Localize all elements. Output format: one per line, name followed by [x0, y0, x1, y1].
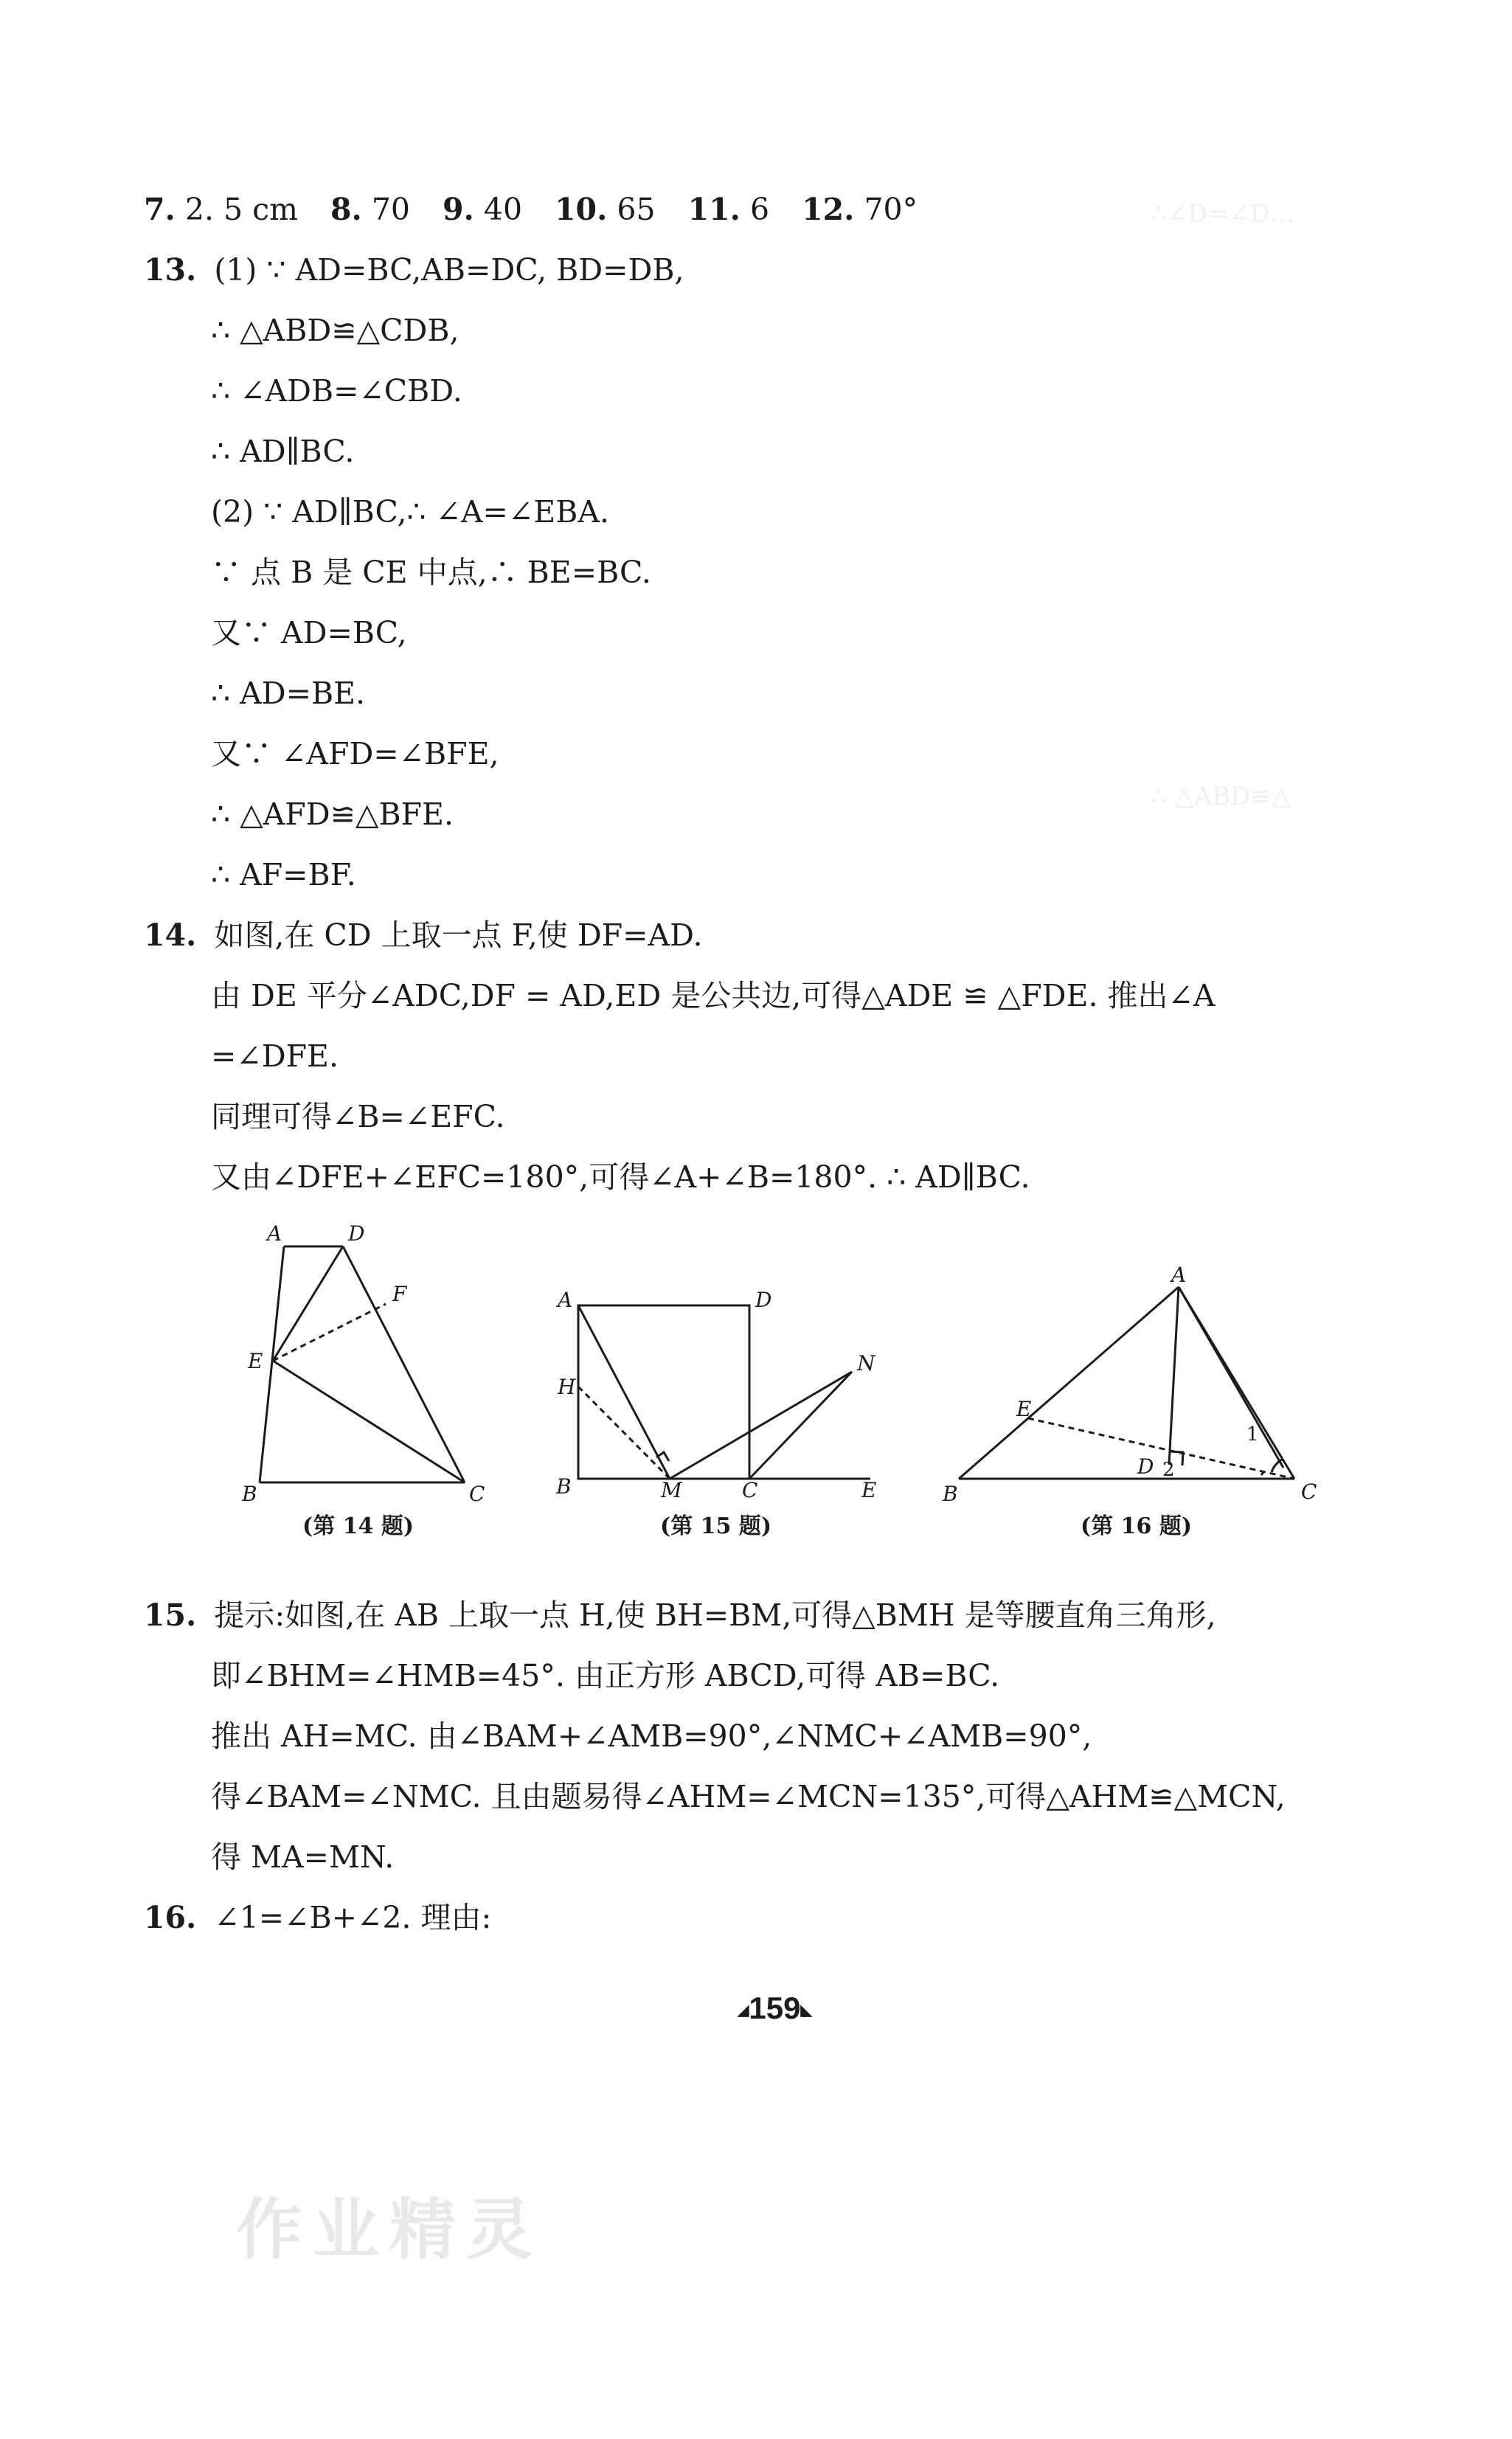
- q13-line-2: ∴ △ABD≌△CDB,: [211, 313, 460, 348]
- bleed-through-text: ∴ △ABD≌△: [1151, 782, 1291, 811]
- figure-16-caption: (第 16 题): [1081, 1513, 1193, 1539]
- answers-7-12: 7. 2. 5 cm 8. 70 9. 40 10. 65 11. 6 12. 70°: [144, 192, 918, 227]
- figure-16-diagram: [937, 1261, 1350, 1505]
- segment-ba: [959, 1287, 1179, 1479]
- figure-14-diagram: [221, 1210, 516, 1519]
- label-a: A: [558, 1288, 573, 1312]
- q15-line-4: 得∠BAM=∠NMC. 且由题易得∠AHM=∠MCN=135°,可得△AHM≌△MCN,: [211, 1779, 1286, 1814]
- label-c: C: [742, 1478, 758, 1502]
- figure-15-diagram: [546, 1283, 900, 1505]
- q13-line-1: 13. (1) ∵ AD=BC,AB=DC, BD=DB,: [144, 252, 684, 288]
- page-number: ◢159◣: [738, 1991, 812, 2025]
- q16-line-1: 16. ∠1=∠B+∠2. 理由:: [144, 1900, 492, 1935]
- segment-mn: [670, 1372, 852, 1479]
- label-a: A: [267, 1221, 282, 1246]
- segment-ed: [273, 1246, 343, 1361]
- figure-15: [546, 1283, 900, 1505]
- q13-line-6: ∵ 点 B 是 CE 中点,∴ BE=BC.: [211, 555, 651, 590]
- watermark: 作业精灵: [236, 2191, 543, 2269]
- label-h: H: [558, 1375, 576, 1399]
- label-a: A: [1171, 1263, 1187, 1287]
- q14-line-3: =∠DFE.: [211, 1038, 339, 1074]
- q14-line-5: 又由∠DFE+∠EFC=180°,可得∠A+∠B=180°. ∴ AD∥BC.: [211, 1159, 1030, 1195]
- bleed-through-text: ∴∠D=∠D…: [1151, 199, 1295, 229]
- figure-16: [937, 1261, 1350, 1505]
- label-d: D: [755, 1288, 772, 1312]
- figure-14: [221, 1210, 516, 1519]
- segment-ad: [1169, 1287, 1179, 1465]
- label-b: B: [242, 1482, 257, 1506]
- q13-line-4: ∴ AD∥BC.: [211, 434, 355, 469]
- q14-line-1: 14. 如图,在 CD 上取一点 F,使 DF=AD.: [144, 917, 703, 953]
- label-e: E: [248, 1349, 263, 1373]
- label-b: B: [943, 1482, 958, 1505]
- q13-line-9: 又∵ ∠AFD=∠BFE,: [211, 736, 499, 771]
- q13-line-7: 又∵ AD=BC,: [211, 615, 407, 650]
- label-d: D: [1137, 1454, 1154, 1479]
- segment-cn: [749, 1372, 852, 1479]
- segment-a-to-c-inner: [1179, 1287, 1283, 1468]
- right-angle-mark: [656, 1452, 669, 1461]
- label-angle-1: 1: [1246, 1423, 1259, 1446]
- q15-line-5: 得 MA=MN.: [211, 1839, 395, 1875]
- label-e: E: [1016, 1397, 1032, 1421]
- segment-ec: [273, 1361, 465, 1482]
- figure-15-caption: (第 15 题): [660, 1513, 772, 1539]
- angle-2-arc: [1261, 1472, 1263, 1475]
- segment-am: [578, 1305, 670, 1479]
- label-e: E: [861, 1478, 877, 1502]
- q13-line-10: ∴ △AFD≌△BFE.: [211, 797, 454, 832]
- label-d: D: [348, 1221, 365, 1246]
- q13-line-5: (2) ∵ AD∥BC,∴ ∠A=∠EBA.: [211, 494, 609, 530]
- q15-line-3: 推出 AH=MC. 由∠BAM+∠AMB=90°,∠NMC+∠AMB=90°,: [211, 1718, 1092, 1754]
- label-f: F: [392, 1282, 407, 1306]
- q14-line-2: 由 DE 平分∠ADC,DF = AD,ED 是公共边,可得△ADE ≌ △FDE. 推出∠A: [211, 978, 1216, 1013]
- label-n: N: [857, 1351, 875, 1375]
- segment-hm-dashed: [578, 1387, 670, 1479]
- figure-14-caption: (第 14 题): [302, 1513, 415, 1539]
- q13-line-8: ∴ AD=BE.: [211, 676, 366, 711]
- label-c: C: [469, 1482, 485, 1506]
- q15-line-1: 15. 提示:如图,在 AB 上取一点 H,使 BH=BM,可得△BMH 是等腰直角三角形,: [144, 1597, 1216, 1633]
- label-angle-2: 2: [1162, 1459, 1175, 1481]
- q15-line-2: 即∠BHM=∠HMB=45°. 由正方形 ABCD,可得 AB=BC.: [211, 1658, 1000, 1693]
- label-b: B: [556, 1474, 572, 1499]
- label-m: M: [661, 1478, 682, 1502]
- q14-line-4: 同理可得∠B=∠EFC.: [211, 1099, 505, 1134]
- q13-line-3: ∴ ∠ADB=∠CBD.: [211, 373, 462, 409]
- q13-line-11: ∴ AF=BF.: [211, 857, 356, 892]
- label-c: C: [1301, 1479, 1317, 1504]
